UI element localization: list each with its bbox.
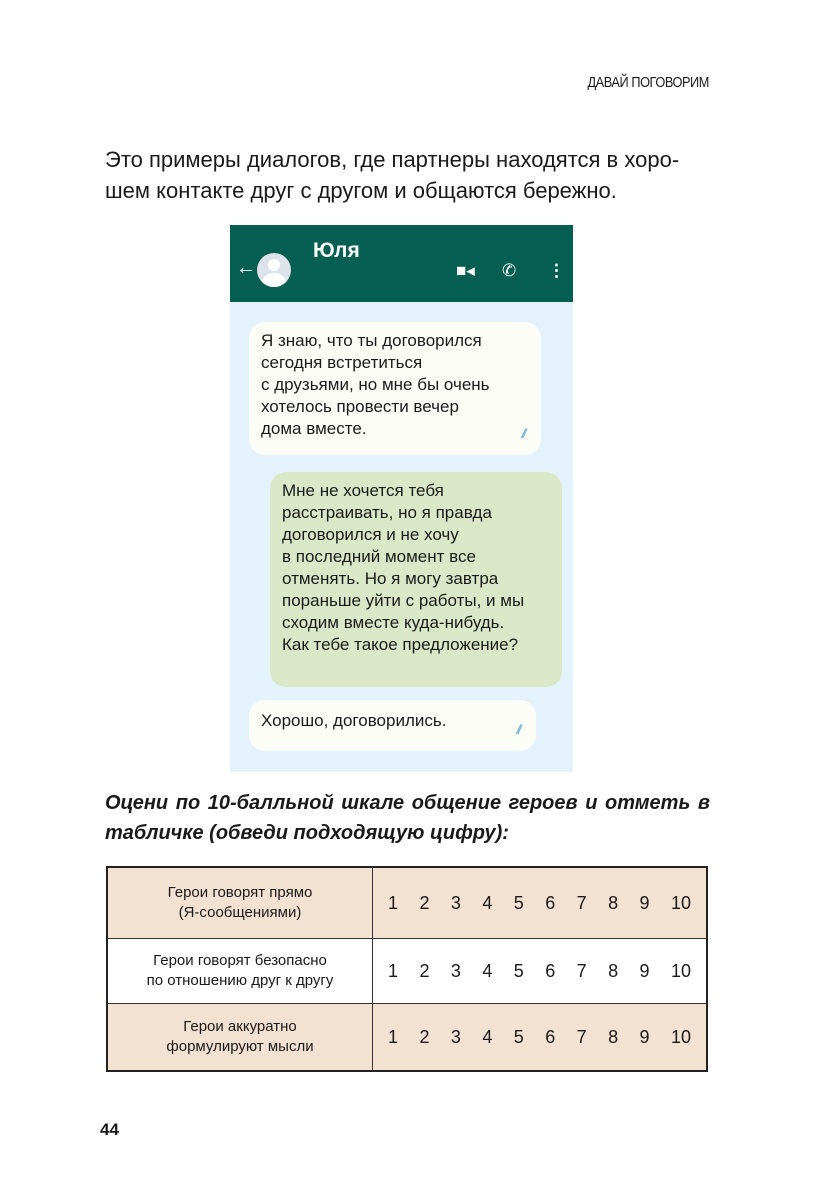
scale-value[interactable]: 9 — [639, 961, 650, 981]
scale-value[interactable]: 3 — [450, 893, 461, 913]
scale-value[interactable]: 10 — [670, 1027, 691, 1047]
intro-paragraph: Это примеры диалогов, где партнеры находятся в хорошем контакте друг с другом и общаются бережно. — [105, 147, 680, 203]
scale-value[interactable]: 2 — [419, 893, 430, 913]
scale-cell[interactable] — [373, 1004, 708, 1072]
scale-value[interactable]: 9 — [639, 1027, 650, 1047]
scale-value[interactable]: 1 — [388, 961, 399, 981]
video-call-icon: ■◂ — [456, 261, 475, 280]
avatar — [257, 253, 291, 287]
scale-value[interactable]: 8 — [608, 1027, 619, 1047]
scale-value[interactable]: 3 — [450, 1027, 461, 1047]
message-text: Я знаю, что ты договорился сегодня встретиться с друзьями, но мне бы очень хотелось провести вечер дома вместе. — [261, 331, 490, 438]
message-incoming — [249, 322, 541, 455]
rating-table — [106, 866, 708, 1072]
table-row — [107, 939, 707, 1004]
scale-cell[interactable] — [373, 867, 708, 939]
scale-cell[interactable] — [373, 939, 708, 1004]
scale-value[interactable]: 8 — [608, 893, 619, 913]
scale-value[interactable]: 10 — [670, 961, 691, 981]
scale-value[interactable]: 10 — [670, 893, 691, 913]
message-text: Хорошо, договорились. — [261, 711, 447, 730]
scale-value[interactable]: 6 — [545, 1027, 556, 1047]
chat-header — [230, 225, 573, 302]
scale-value[interactable]: 2 — [419, 1027, 430, 1047]
task-instruction: Оцени по 10-балльной шкале общение героев и отметь в табличке (обведи подходящую цифру): — [105, 792, 710, 844]
more-icon: ⋮ — [548, 261, 565, 280]
back-arrow-icon: ← — [236, 257, 256, 279]
row-label: Герои говорят прямо (Я-сообщениями) — [107, 867, 373, 939]
contact-name: Юля — [313, 239, 360, 262]
page-number: 44 — [100, 1120, 119, 1139]
table-row — [107, 1004, 707, 1072]
scale-value[interactable]: 6 — [545, 893, 556, 913]
scale-value[interactable]: 4 — [482, 893, 493, 913]
row-label: Герои аккуратно формулируют мысли — [107, 1004, 373, 1072]
row-label: Герои говорят безопасно по отношению друг к другу — [107, 939, 373, 1004]
scale-value[interactable]: 2 — [419, 961, 430, 981]
scale-value[interactable]: 5 — [513, 1027, 524, 1047]
scale-value[interactable]: 1 — [388, 1027, 399, 1047]
scale-value[interactable]: 7 — [576, 893, 587, 913]
scale-value[interactable]: 3 — [450, 961, 461, 981]
message-incoming — [249, 700, 536, 751]
scale-value[interactable]: 1 — [388, 893, 399, 913]
running-head: ДАВАЙ ПОГОВОРИМ — [587, 74, 709, 91]
scale-value[interactable]: 5 — [513, 893, 524, 913]
message-text: Мне не хочется тебя расстраивать, но я правда договорился и не хочу в последний момент все отменять. Но я могу завтра пораньше уйти с работы, и мы сходим вместе куда-нибудь. Как тебе такое предложение? — [282, 481, 525, 654]
message-outgoing — [270, 472, 562, 687]
chat-mockup — [230, 225, 573, 772]
scale-value[interactable]: 7 — [576, 1027, 587, 1047]
table-row — [107, 867, 707, 939]
scale-value[interactable]: 6 — [545, 961, 556, 981]
scale-value[interactable]: 4 — [482, 1027, 493, 1047]
scale-value[interactable]: 8 — [608, 961, 619, 981]
scale-value[interactable]: 7 — [576, 961, 587, 981]
scale-value[interactable]: 9 — [639, 893, 650, 913]
scale-value[interactable]: 4 — [482, 961, 493, 981]
scale-value[interactable]: 5 — [513, 961, 524, 981]
phone-icon: ✆ — [502, 261, 517, 280]
